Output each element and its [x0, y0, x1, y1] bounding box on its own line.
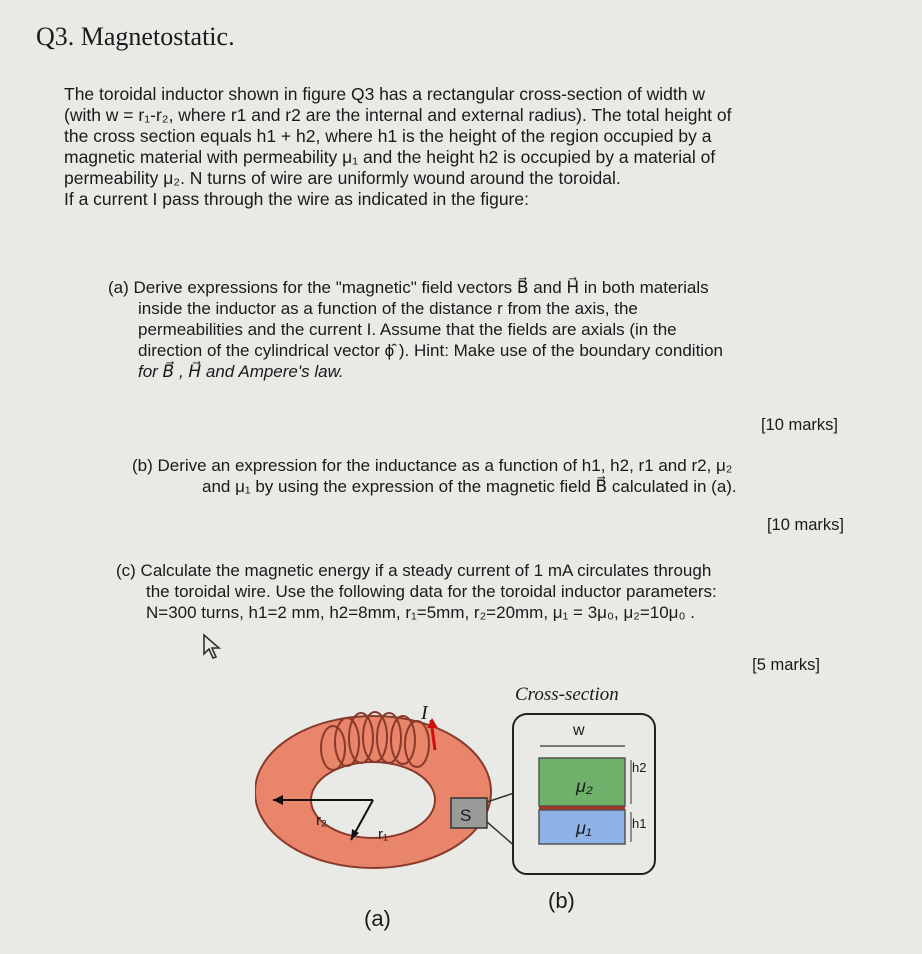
w-label: w — [573, 722, 585, 739]
part-b-line: and μ₁ by using the expression of the magnetic field B⃗ calculated in (a). — [202, 477, 737, 496]
part-a-marks: [10 marks] — [760, 416, 838, 434]
caption-a: (a) — [364, 906, 391, 931]
intro-line: the cross section equals h1 + h2, where h1 is the height of the region occupied by a — [64, 126, 712, 146]
part-b — [132, 455, 852, 497]
part-a — [108, 277, 848, 382]
part-a-line: permeabilities and the current I. Assume that the fields are axials (in the — [138, 320, 677, 339]
current-label: I — [421, 702, 428, 724]
part-a-line: for B⃗ , H⃗ and Ampere's law. — [138, 362, 344, 381]
part-c-line: the toroidal wire. Use the following data for the toroidal inductor parameters: — [146, 582, 717, 601]
part-b-line: (b) Derive an expression for the inductance as a function of h1, h2, r1 and r2, μ₂ — [132, 456, 733, 475]
r2-label: r₂ — [316, 812, 327, 829]
s-label: S — [460, 806, 472, 825]
intro-line: permeability μ₂. N turns of wire are uniformly wound around the toroidal. — [64, 168, 621, 188]
h2-label: h2 — [632, 760, 647, 775]
part-c-marks: [5 marks] — [752, 656, 820, 674]
cursor-icon — [200, 632, 230, 662]
mu2-label: μ₂ — [576, 776, 593, 796]
part-a-line: inside the inductor as a function of the distance r from the axis, the — [138, 299, 638, 318]
r1-label: r₁ — [378, 826, 389, 843]
part-c-line: N=300 turns, h1=2 mm, h2=8mm, r₁=5mm, r₂=20mm, μ₁ = 3μ₀, μ₂=10μ₀ . — [146, 603, 695, 622]
question-title: Q3. Magnetostatic. — [36, 22, 235, 51]
part-a-line: direction of the cylindrical vector ϕ̂ ). Hint: Make use of the boundary condition — [138, 341, 723, 360]
intro-line: magnetic material with permeability μ₁ and the height h2 is occupied by a material of — [64, 147, 716, 167]
intro-line: The toroidal inductor shown in figure Q3 has a rectangular cross-section of width w — [64, 84, 706, 104]
intro-line: If a current I pass through the wire as indicated in the figure: — [64, 189, 529, 209]
caption-b: (b) — [548, 888, 575, 913]
part-c-line: (c) Calculate the magnetic energy if a steady current of 1 mA circulates through — [116, 561, 712, 580]
part-c — [116, 560, 836, 623]
intro-paragraph — [64, 84, 874, 210]
cross-section-title: Cross-section — [515, 684, 619, 705]
intro-line: (with w = r₁-r₂, where r1 and r2 are the internal and external radius). The total height of — [64, 105, 732, 125]
part-b-marks: [10 marks] — [766, 516, 844, 534]
part-a-line: (a) Derive expressions for the "magnetic" field vectors B⃗ and H⃗ in both materials — [108, 278, 709, 297]
mu1-label: μ₁ — [576, 818, 592, 838]
h1-label: h1 — [632, 816, 647, 831]
toroid-drawing — [255, 712, 517, 868]
